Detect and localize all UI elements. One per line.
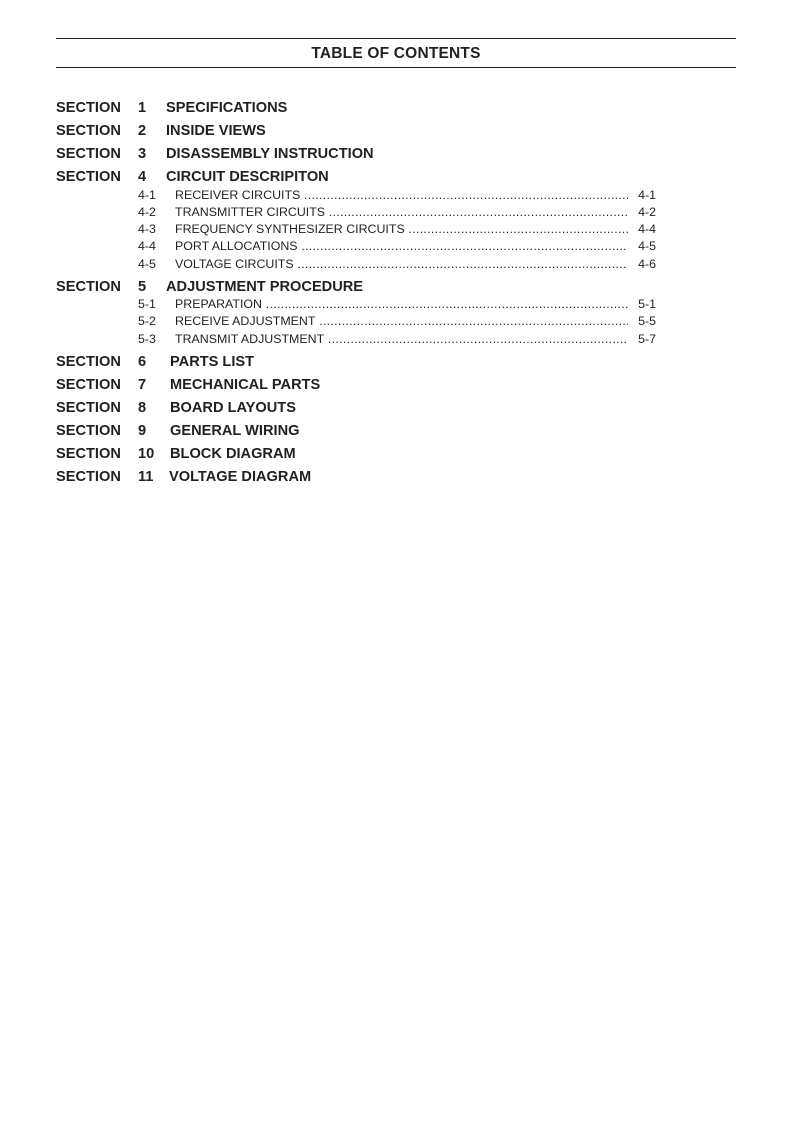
subsection-number: 5-2 [138,314,156,328]
section-title: ADJUSTMENT PROCEDURE [166,279,364,295]
toc-subsection-4-1[interactable] [138,187,656,203]
subsection-title: TRANSMITTER CIRCUITS ..... [175,204,628,220]
section-label: SECTION [56,469,121,485]
section-number: 9 [138,423,147,439]
subsection-page: 5-1 [638,297,656,311]
section-title: DISASSEMBLY INSTRUCTION [166,146,374,162]
subsection-number: 4-3 [138,222,156,236]
section-number: 5 [138,279,147,295]
section-number: 3 [138,146,147,162]
section-number: 6 [138,354,147,370]
section-number: 10 [138,446,155,462]
subsection-title: PREPARATION ..... [175,296,628,312]
subsection-number: 4-2 [138,205,156,219]
toc-subsection-5-1[interactable] [138,296,656,312]
section-label: SECTION [56,423,121,439]
section-number: 7 [138,377,147,393]
subsection-page: 5-7 [638,332,656,346]
section-label: SECTION [56,123,121,139]
section-title: CIRCUIT DESCRIPITON [166,169,329,185]
subsection-title: FREQUENCY SYNTHESIZER CIRCUITS ..... [175,221,628,237]
section-label: SECTION [56,400,121,416]
section-number: 2 [138,123,147,139]
subsection-title: RECEIVE ADJUSTMENT ..... [175,313,628,329]
subsection-page: 4-2 [638,205,656,219]
section-label: SECTION [56,169,121,185]
subsection-number: 5-1 [138,297,156,311]
section-label: SECTION [56,354,121,370]
toc-subsection-4-3[interactable] [138,221,656,237]
section-number: 11 [138,469,154,485]
section-title: BOARD LAYOUTS [170,400,296,416]
section-label: SECTION [56,377,121,393]
section-label: SECTION [56,446,121,462]
header-rule-top [56,38,736,39]
section-title: BLOCK DIAGRAM [170,446,296,462]
toc-subsection-5-3[interactable] [138,331,656,347]
section-label: SECTION [56,146,121,162]
section-title: SPECIFICATIONS [166,100,288,116]
section-title: GENERAL WIRING [170,423,300,439]
toc-subsection-4-4[interactable] [138,238,656,254]
page-title: TABLE OF CONTENTS [311,45,481,62]
subsection-title: TRANSMIT ADJUSTMENT ..... [175,331,628,347]
section-label: SECTION [56,279,121,295]
subsection-number: 5-3 [138,332,156,346]
section-title: INSIDE VIEWS [166,123,266,139]
subsection-page: 4-6 [638,257,656,271]
toc-subsection-4-5[interactable] [138,256,656,272]
subsection-number: 4-4 [138,239,156,253]
subsection-number: 4-5 [138,257,156,271]
subsection-title: VOLTAGE CIRCUITS ..... [175,256,628,272]
section-number: 1 [138,100,147,116]
subsection-page: 5-5 [638,314,656,328]
subsection-number: 4-1 [138,188,156,202]
section-title: MECHANICAL PARTS [170,377,321,393]
header-rule-bottom [56,67,736,68]
subsection-page: 4-4 [638,222,656,236]
subsection-title: RECEIVER CIRCUITS ..... [175,187,628,203]
subsection-page: 4-5 [638,239,656,253]
section-title: VOLTAGE DIAGRAM [169,469,312,485]
section-label: SECTION [56,100,121,116]
subsection-title: PORT ALLOCATIONS ..... [175,238,628,254]
subsection-page: 4-1 [638,188,656,202]
section-number: 8 [138,400,147,416]
toc-subsection-5-2[interactable] [138,313,656,329]
section-title: PARTS LIST [170,354,255,370]
toc-subsection-4-2[interactable] [138,204,656,220]
section-number: 4 [138,169,147,185]
